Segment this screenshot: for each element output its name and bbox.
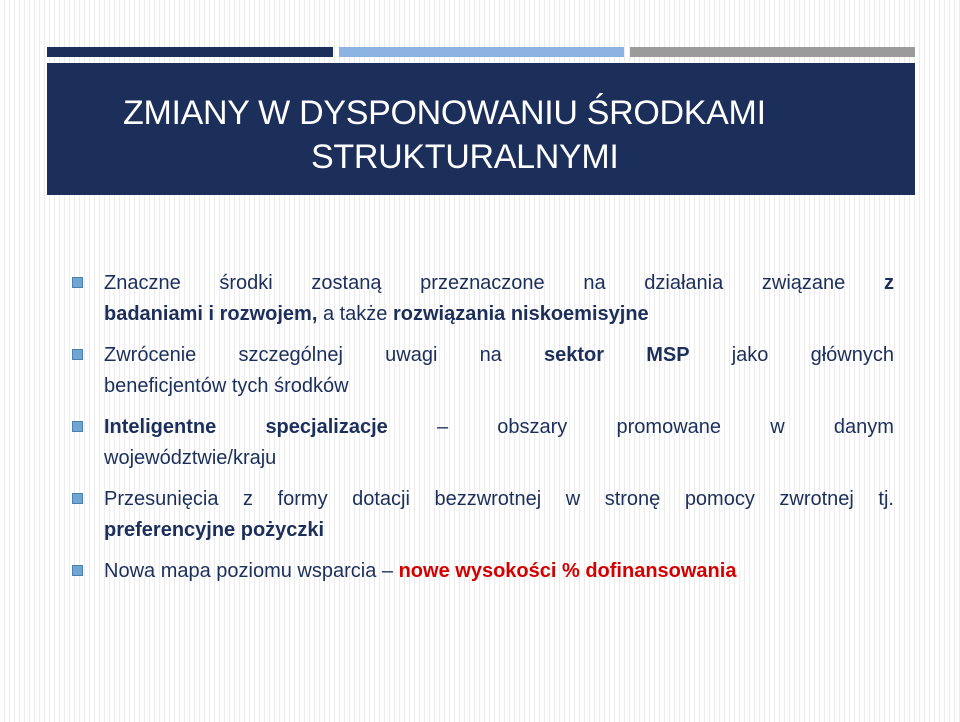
- word: uwagi: [385, 344, 438, 366]
- word: Znaczne: [104, 272, 181, 294]
- word: Inteligentne: [104, 416, 217, 438]
- bold-text: badaniami i rozwojem,: [104, 303, 318, 325]
- word: dotacji: [352, 488, 410, 510]
- bullet-item-research: [72, 268, 894, 330]
- bullet-1-line-2: [104, 299, 894, 330]
- bullet-item-loans: [72, 484, 894, 546]
- bullet-2-line-1: [104, 340, 894, 371]
- word: danym: [833, 416, 894, 438]
- word: w: [565, 488, 581, 510]
- bullet-3-line-1: [104, 412, 894, 443]
- accent-bar-navy: [47, 47, 333, 57]
- square-bullet-icon: [72, 493, 83, 504]
- square-bullet-icon: [72, 277, 83, 288]
- word: Przesunięcia: [104, 488, 219, 510]
- word: stronę: [604, 488, 661, 510]
- bullet-4-line-1: [104, 484, 894, 515]
- bullet-item-msp: [72, 340, 894, 402]
- plain-text: Nowa mapa poziomu wsparcia –: [104, 560, 399, 582]
- title-banner: [47, 63, 915, 195]
- word: specjalizacje: [265, 416, 388, 438]
- word: środki: [219, 272, 273, 294]
- word: sektor: [543, 344, 605, 366]
- word: przeznaczone: [420, 272, 545, 294]
- word: szczególnej: [238, 344, 343, 366]
- word: na: [583, 272, 606, 294]
- word: z: [883, 272, 894, 294]
- bullet-item-smart-specialisation: [72, 412, 894, 474]
- word: w: [770, 416, 785, 438]
- bold-text: rozwiązania niskoemisyjne: [393, 303, 649, 325]
- word: Zwrócenie: [104, 344, 197, 366]
- word: zostaną: [311, 272, 382, 294]
- accent-bar-light-blue: [339, 47, 624, 57]
- accent-bar-gray: [630, 47, 915, 57]
- square-bullet-icon: [72, 565, 83, 576]
- bullet-1-line-1: [104, 268, 894, 299]
- word: pomocy: [684, 488, 755, 510]
- word: formy: [277, 488, 328, 510]
- word: zwrotnej: [779, 488, 854, 510]
- square-bullet-icon: [72, 349, 83, 360]
- word: obszary: [497, 416, 568, 438]
- word: bezzwrotnej: [434, 488, 542, 510]
- word: promowane: [616, 416, 722, 438]
- word: –: [436, 416, 449, 438]
- bullet-item-aid-map: [72, 556, 894, 587]
- word: na: [479, 344, 502, 366]
- square-bullet-icon: [72, 421, 83, 432]
- plain-text: a także: [317, 303, 393, 325]
- slide-title-line-2: STRUKTURALNYMI: [311, 138, 619, 176]
- word: związane: [761, 272, 846, 294]
- bullet-2-line-2: beneficjentów tych środków: [104, 375, 349, 397]
- word: jako: [731, 344, 769, 366]
- word: głównych: [810, 344, 894, 366]
- bullet-3-line-2: województwie/kraju: [104, 447, 277, 469]
- slide-title-line-1: ZMIANY W DYSPONOWANIU ŚRODKAMI: [123, 94, 766, 132]
- word: tj.: [878, 488, 894, 510]
- bullet-4-line-2: preferencyjne pożyczki: [104, 519, 325, 541]
- highlight-text: nowe wysokości % dofinansowania: [398, 560, 737, 582]
- word: MSP: [646, 344, 690, 366]
- bullet-list: [72, 268, 894, 587]
- bullet-5-line-1: [104, 556, 894, 587]
- word: działania: [644, 272, 724, 294]
- word: z: [243, 488, 254, 510]
